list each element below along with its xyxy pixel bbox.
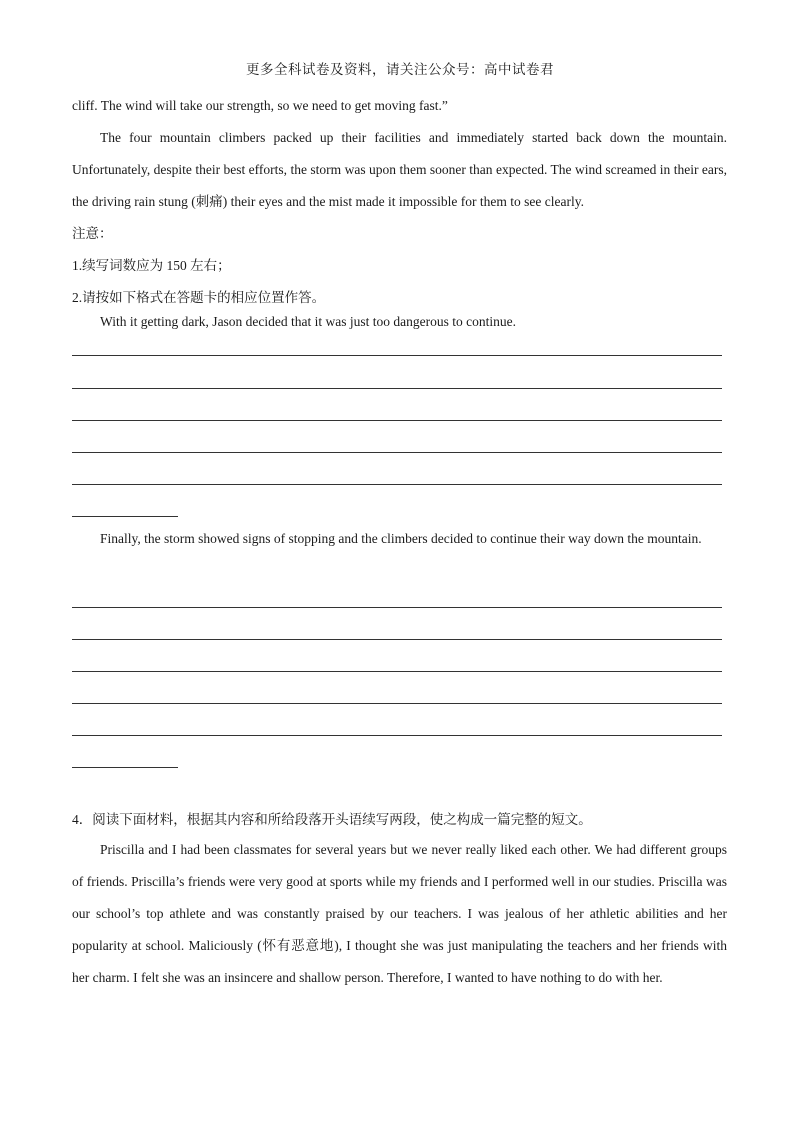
continuation-prompt-1: With it getting dark, Jason decided that it was just too dangerous to continue.	[100, 314, 517, 329]
story-paragraph-cliff: cliff. The wind will take our strength, so we need to get moving fast.”	[72, 98, 448, 113]
question-4-title: 4．阅读下面材料，根据其内容和所给段落开头语续写两段，使之构成一篇完整的短文。	[72, 812, 592, 827]
answer-line-short	[72, 516, 178, 517]
answer-line	[72, 355, 722, 356]
answer-line	[72, 420, 722, 421]
answer-line	[72, 484, 722, 485]
question-4-passage: Priscilla and I had been classmates for several years but we never really liked each other. We had different groups of friends. Priscilla’s friends were very good at sports while my friends and I performed well in our studies. Priscilla was our school’s top athlete and was constantly praised by our teachers. I was jealous of her athletic abilities and her popularity at school. Maliciously (怀有恶意地), I thought she was just manipulating the teachers and her friends with her charm. I felt she was an insincere and shallow person. Therefore, I wanted to have nothing to do with her.	[72, 842, 727, 985]
answer-line	[72, 388, 722, 389]
answer-line	[72, 639, 722, 640]
answer-line	[72, 703, 722, 704]
note-item-1: 1.续写词数应为 150 左右；	[72, 258, 231, 273]
answer-line-short	[72, 767, 178, 768]
story-paragraph-climbers: The four mountain climbers packed up their facilities and immediately started back down the mountain. Unfortunately, despite their best efforts, the storm was upon them sooner than expected. The wind screamed in their ears, the driving rain stung (刺痛) their eyes and the mist made it impossible for them to see clearly.	[72, 130, 727, 209]
note-item-2: 2.请按如下格式在答题卡的相应位置作答。	[72, 290, 326, 305]
continuation-prompt-2: Finally, the storm showed signs of stopping and the climbers decided to continue their way down the mountain.	[100, 531, 702, 546]
answer-line	[72, 452, 722, 453]
page-header: 更多全科试卷及资料，请关注公众号：高中试卷君	[246, 62, 554, 77]
answer-line	[72, 607, 722, 608]
note-title: 注意：	[72, 226, 113, 241]
answer-line	[72, 735, 722, 736]
answer-line	[72, 671, 722, 672]
